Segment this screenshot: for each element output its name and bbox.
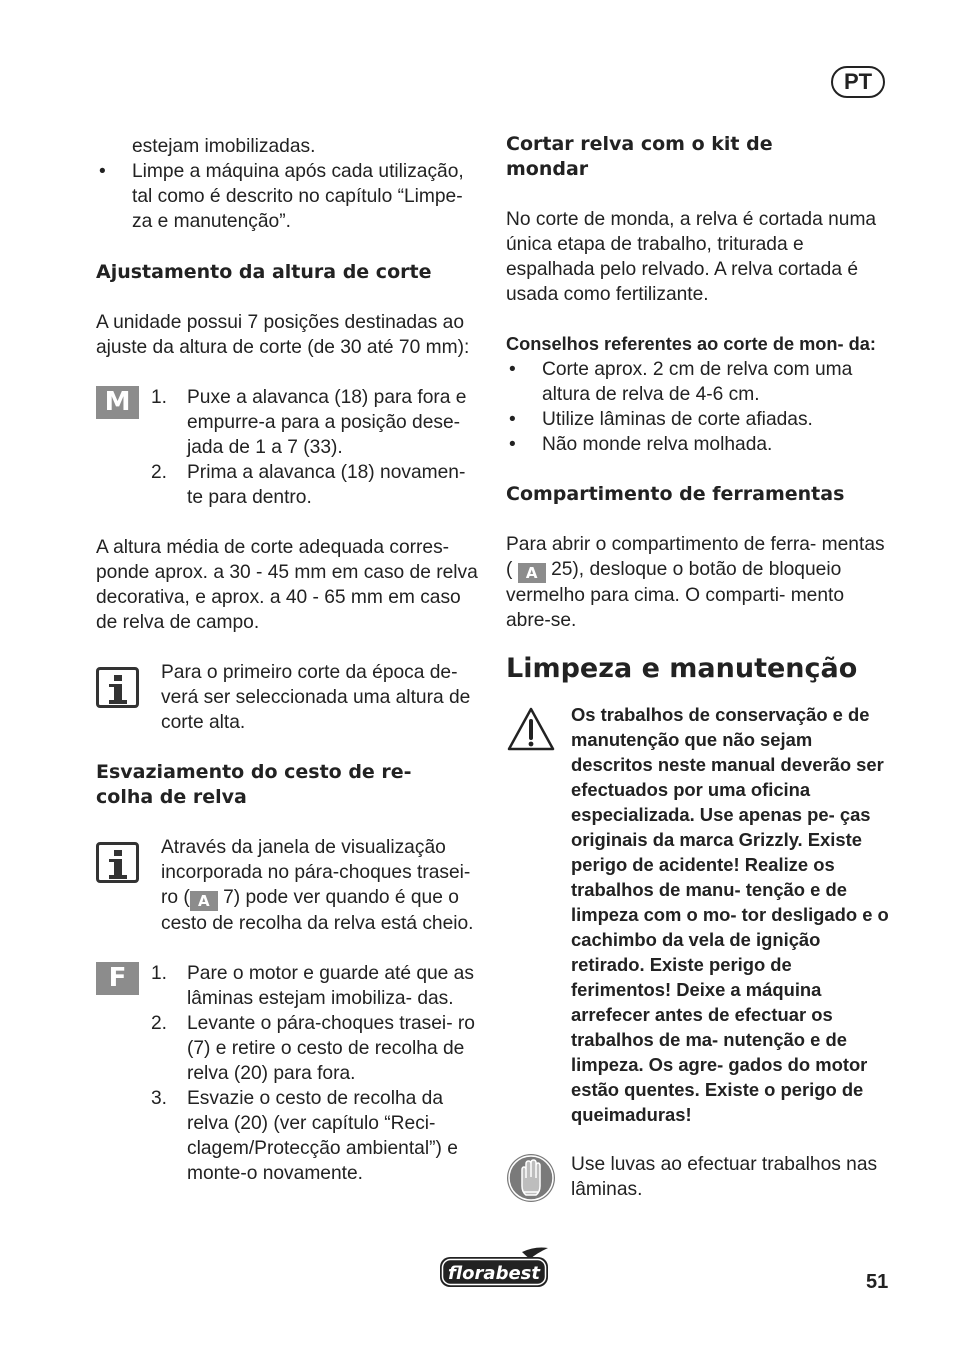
cut-height-steps [96,385,482,510]
figure-a-icon: A [518,563,546,583]
manual-step-f-icon: F [96,962,139,995]
cut-height-paragraph: A unidade possui 7 posições destinadas ao ajuste da altura de corte (de 30 até 70 mm): [96,312,470,358]
step-text: Puxe a alavanca (18) para fora e empurre-a para a posição dese- jada de 1 a 7 (33). [187,387,467,458]
step-number: 2. [151,1013,168,1034]
info-text: Para o primeiro corte da época de- verá ser seleccionada uma altura de corte alta. [161,662,471,733]
florabest-logo [438,1245,552,1296]
mulching-tips-heading: Conselhos referentes ao corte de mon- da: [506,334,876,354]
intro-continuation: estejam imobilizadas. [132,136,316,157]
mulching-paragraph: No corte de monda, a relva é cortada numa única etapa de trabalho, triturada e espalhada pelo relvado. A relva cortada é usada como fertilizante. [506,209,877,305]
warning-icon [506,706,556,752]
gloves-note [506,1152,892,1202]
info-text-start: Através da janela de visualização incorporada no pára-choques trasei- ro ( [161,837,471,908]
section-heading-emptying: Esvaziamento do cesto de re- colha de relva [96,761,412,808]
emptying-steps-block [96,961,482,1186]
step-text: Levante o pára-choques trasei- ro (7) e retire o cesto de recolha de relva (20) para fora. [187,1013,475,1084]
right-column [506,130,892,1202]
step-number: 1. [151,387,168,408]
gloves-icon [506,1152,556,1204]
figure-a-icon: A [190,891,218,911]
list-item [96,1011,482,1086]
svg-text:florabest: florabest [448,1263,540,1284]
maintenance-warning [506,702,892,1127]
info-text-end: 7) pode ver quando é que o cesto de recolha da relva está cheio. [161,887,474,934]
step-number: 1. [151,963,168,984]
step-text: Esvazie o cesto de recolha da relva (20) (ver capítulo “Reci- clagem/Protecção ambiental”) e monte-o novamente. [187,1088,458,1184]
tools-paragraph [506,532,892,633]
list-item [96,460,482,510]
chapter-heading-maintenance: Limpeza e manutenção [506,653,858,684]
left-column [96,130,482,1186]
info-text [96,835,482,936]
page-number: 51 [866,1271,889,1293]
tools-text-end: 25), desloque o botão de bloqueio vermelho para cima. O comparti- mento abre-se. [506,559,845,631]
intro-bullets [96,159,482,234]
emptying-steps [96,961,482,1186]
list-item [96,1086,482,1186]
section-heading-tools: Compartimento de ferramentas [506,483,845,505]
step-number: 2. [151,462,168,483]
manual-step-m-icon: M [96,386,139,419]
list-item: • Limpe a máquina após cada utilização, tal como é descrito no capítulo “Limpe- za e manutenção”. [96,159,482,234]
step-text: Pare o motor e guarde até que as lâminas estejam imobiliza- das. [187,963,474,1009]
step-number: 3. [151,1088,168,1109]
list-item: • Corte aprox. 2 cm de relva com uma altura de relva de 4-6 cm. [506,357,892,407]
emptying-info-note [96,835,482,936]
section-heading-cut-height: Ajustamento da altura de corte [96,261,432,283]
list-item [96,385,482,460]
list-item [96,961,482,1011]
section-heading-mulching: Cortar relva com o kit de mondar [506,133,773,180]
cut-height-paragraph-2: A altura média de corte adequada corres- ponde aprox. a 30 - 45 mm em caso de relva decorativa, e aprox. a 40 - 65 mm em caso de relva de campo. [96,537,478,633]
warning-text: Os trabalhos de conservação e de manutenção que não sejam descritos neste manual deverão ser efectuados por uma oficina especializada. Use apenas pe- ças originais da marca Grizzly. Existe perigo de acidente! Realize os trabalhos de manu- tenção e de limpeza com o mo- tor desligado e o cachimbo da vela de ignição retirado. Existe perigo de ferimentos! Deixe a máquina arrefecer antes de efectuar os trabalhos de ma- nutenção e de limpeza. Os agre- gados do motor estão quentes. Existe o perigo de queimaduras! [571,704,889,1125]
gloves-text: Use luvas ao efectuar trabalhos nas lâminas. [571,1154,878,1200]
list-item: • Não monde relva molhada. [506,432,892,457]
step-text: Prima a alavanca (18) novamen- te para dentro. [187,462,466,508]
info-icon [96,667,139,708]
language-badge: PT [831,66,885,98]
list-item: • Utilize lâminas de corte afiadas. [506,407,892,432]
tools-text-start: Para abrir o compartimento de ferra- mentas ( [506,534,885,580]
cut-height-steps-block [96,385,482,510]
info-icon [96,842,139,883]
mulching-tips [506,357,892,457]
cut-height-info-note [96,660,482,735]
